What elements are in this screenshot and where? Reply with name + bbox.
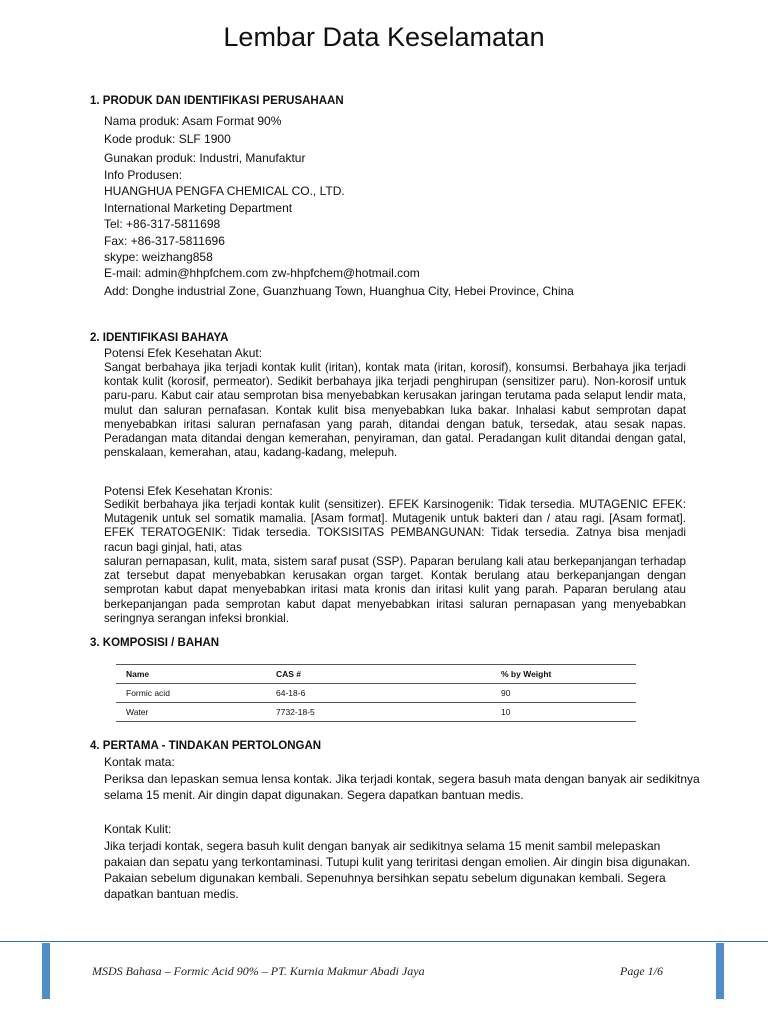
table-row [116, 684, 636, 703]
email: E-mail: admin@hhpfchem.com zw-hhpfchem@hotmail.com [104, 266, 420, 280]
acute-effects-text: Sangat berbahaya jika terjadi kontak kulit (iritan), kontak mata (iritan, korosif), konsumsi. Berbahaya jika terjadi kontak kulit (korosif, permeator). Sedikit berbahaya jika terjadi penghirupan (sensitizer paru). Non-korosif untuk paru-paru. Kabut cair atau semprotan bisa menyebabkan kerusakan jaringan terutama pada selaput lendir mata, mulut dan saluran pernafasan. Kontak kulit bisa menyebabkan luka bakar. Inhalasi kabut semprotan dapat menyebabkan iritasi saluran pernafasan yang parah, ditandai dengan batuk, tersedak, atau sesak napas. Peradangan mata ditandai dengan kemerahan, penyiraman, dan gatal. Peradangan kulit ditandai dengan gatal, penskalaan, kemerahan, atau, kadang-kadang, melepuh. [104, 361, 686, 460]
composition-table [116, 664, 636, 722]
skype: skype: weizhang858 [104, 250, 213, 264]
eye-contact-text: Periksa dan lepaskan semua lensa kontak. Jika terjadi kontak, segera basuh mata dengan banyak air sedikitnya selama 15 menit. Air dingin dapat digunakan. Segera dapatkan bantuan medis. [104, 772, 700, 802]
footer-accent-right [716, 943, 724, 999]
company-name: HUANGHUA PENGFA CHEMICAL CO., LTD. [104, 184, 345, 198]
department: International Marketing Department [104, 201, 293, 215]
document-title: Lembar Data Keselamatan [223, 22, 545, 52]
cell-cas: 64-18-6 [266, 684, 491, 703]
chronic-effects-text: Sedikit berbahaya jika terjadi kontak kulit (sensitizer). EFEK Karsinogenik: Tidak tersedia. MUTAGENIC EFEK: Mutagenik untuk sel somatik mamalia. [Asam format]. Mutagenik untuk bakteri dan / atau ragi. [Asam format]. EFEK TERATOGENIK: Tidak tersedia. TOKSISITAS PEMBANGUNAN: Tidak tersedia. Zatnya bisa menjadi racun bagi ginjal, hati, atas [104, 498, 686, 554]
skin-contact-title: Kontak Kulit: [104, 822, 172, 836]
cell-name: Formic acid [116, 684, 266, 703]
footer-divider [0, 941, 768, 942]
section-3-heading: 3. KOMPOSISI / BAHAN [90, 637, 220, 649]
column-header-cas: CAS # [266, 665, 491, 684]
product-use: Gunakan produk: Industri, Manufaktur [104, 151, 306, 165]
address: Add: Donghe industrial Zone, Guanzhuang Town, Huanghua City, Hebei Province, China [104, 284, 574, 298]
cell-weight: 10 [491, 703, 636, 722]
table-header-row [116, 665, 636, 684]
cell-weight: 90 [491, 684, 636, 703]
section-4-heading: 4. PERTAMA - TINDAKAN PERTOLONGAN [90, 740, 322, 752]
footer-accent-left [42, 943, 50, 999]
section-2-heading: 2. IDENTIFIKASI BAHAYA [90, 332, 229, 344]
column-header-weight: % by Weight [491, 665, 636, 684]
acute-effects-title: Potensi Efek Kesehatan Akut: [104, 346, 263, 360]
chronic-effects-text-2: saluran pernapasan, kulit, mata, sistem saraf pusat (SSP). Paparan berulang kali atau berkepanjangan terhadap zat tersebut dapat menyebabkan kerusakan organ target. Kontak berulang atau berkepanjangan dengan semprotan kabut dapat menyebabkan iritasi mata kronis dan iritasi kulit yang parah. Paparan berulang atau berkepanjangan pada semprotan kabut dapat menyebabkan iritasi saluran pernapasan yang menyebabkan seringnya serangan infeksi bronkial. [104, 555, 686, 625]
skin-contact-text: Jika terjadi kontak, segera basuh kulit dengan banyak air sedikitnya selama 15 menit sambil melepaskan pakaian dan sepatu yang terkontaminasi. Tutupi kulit yang teriritasi dengan emolien. Air dingin bisa digunakan. Pakaian sebelum digunakan kembali. Sepenuhnya bersihkan sepatu sebelum digunakan kembali. Segera dapatkan bantuan medis. [104, 839, 691, 901]
page-number: Page 1/6 [620, 964, 663, 978]
producer-info-label: Info Produsen: [104, 168, 183, 182]
table-row [116, 703, 636, 722]
chronic-effects-title: Potensi Efek Kesehatan Kronis: [104, 484, 273, 498]
product-code: Kode produk: SLF 1900 [104, 132, 231, 146]
eye-contact-title: Kontak mata: [104, 755, 175, 769]
cell-cas: 7732-18-5 [266, 703, 491, 722]
fax: Fax: +86-317-5811696 [104, 234, 225, 248]
footer-text: MSDS Bahasa – Formic Acid 90% – PT. Kurnia Makmur Abadi Jaya [92, 964, 425, 978]
cell-name: Water [116, 703, 266, 722]
product-name: Nama produk: Asam Format 90% [104, 114, 282, 128]
section-1-heading: 1. PRODUK DAN IDENTIFIKASI PERUSAHAAN [90, 95, 344, 107]
telephone: Tel: +86-317-5811698 [104, 217, 221, 231]
column-header-name: Name [116, 665, 266, 684]
